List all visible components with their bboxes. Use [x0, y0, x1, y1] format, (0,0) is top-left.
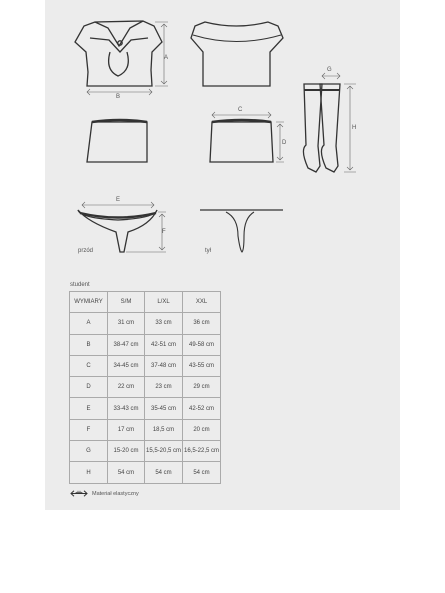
size-table — [69, 291, 221, 484]
header-cell: L/XL — [145, 292, 183, 313]
table-cell: E — [70, 398, 108, 419]
top-back-outline — [191, 22, 283, 86]
dimension-label-h: H — [352, 125, 357, 131]
dimension-label-g: G — [327, 67, 332, 73]
table-cell: 22 cm — [108, 377, 145, 398]
table-cell: H — [70, 462, 108, 483]
header-cell: XXL — [183, 292, 221, 313]
table-cell: 37-48 cm — [145, 355, 183, 376]
view-label-back: tył — [205, 248, 211, 254]
table-row — [70, 313, 221, 334]
view-label-front: przód — [78, 248, 94, 254]
table-cell: 35-45 cm — [145, 398, 183, 419]
table-cell: 49-58 cm — [183, 334, 221, 355]
table-row — [70, 419, 221, 440]
section-title: student — [70, 282, 90, 288]
dimension-label-b: B — [116, 94, 121, 100]
table-cell: A — [70, 313, 108, 334]
dimension-label-e: E — [116, 197, 121, 203]
legend-label: Materiał elastyczny — [92, 490, 139, 497]
table-cell: 42-51 cm — [145, 334, 183, 355]
table-cell: G — [70, 441, 108, 462]
dimension-label-a: A — [164, 55, 169, 61]
table-row — [70, 355, 221, 376]
legend — [70, 490, 139, 497]
table-row — [70, 441, 221, 462]
stocking-left-outline — [303, 84, 322, 172]
table-cell: 15,5-20,5 cm — [145, 441, 183, 462]
table-cell: 42-52 cm — [183, 398, 221, 419]
table-cell: 23 cm — [145, 377, 183, 398]
table-cell: D — [70, 377, 108, 398]
table-cell: C — [70, 355, 108, 376]
skirt-front-outline — [87, 122, 147, 162]
table-cell: 16,5-22,5 cm — [183, 441, 221, 462]
elastic-arrows-icon — [70, 490, 88, 497]
table-row — [70, 334, 221, 355]
table-cell: 31 cm — [108, 313, 145, 334]
table-cell: 17 cm — [108, 419, 145, 440]
table-cell: 36 cm — [183, 313, 221, 334]
table-header-row — [70, 292, 221, 313]
table-cell: 20 cm — [183, 419, 221, 440]
table-cell: 54 cm — [145, 462, 183, 483]
table-cell: 15-20 cm — [108, 441, 145, 462]
table-cell: 18,5 cm — [145, 419, 183, 440]
header-cell: S/M — [108, 292, 145, 313]
table-cell: 29 cm — [183, 377, 221, 398]
table-cell: 33 cm — [145, 313, 183, 334]
table-cell: 34-45 cm — [108, 355, 145, 376]
dimension-label-d: D — [282, 140, 287, 146]
table-cell: 54 cm — [108, 462, 145, 483]
table-cell: 38-47 cm — [108, 334, 145, 355]
table-cell: 54 cm — [183, 462, 221, 483]
table-cell: F — [70, 419, 108, 440]
garment-technical-drawing — [0, 0, 445, 270]
table-cell: 33-43 cm — [108, 398, 145, 419]
header-cell: WYMIARY — [70, 292, 108, 313]
skirt-back-outline — [210, 122, 273, 162]
dimension-label-f: F — [162, 229, 166, 235]
table-row — [70, 398, 221, 419]
dimension-label-c: C — [238, 107, 243, 113]
table-cell: 43-55 cm — [183, 355, 221, 376]
table-row — [70, 377, 221, 398]
table-row — [70, 462, 221, 483]
table-cell: B — [70, 334, 108, 355]
